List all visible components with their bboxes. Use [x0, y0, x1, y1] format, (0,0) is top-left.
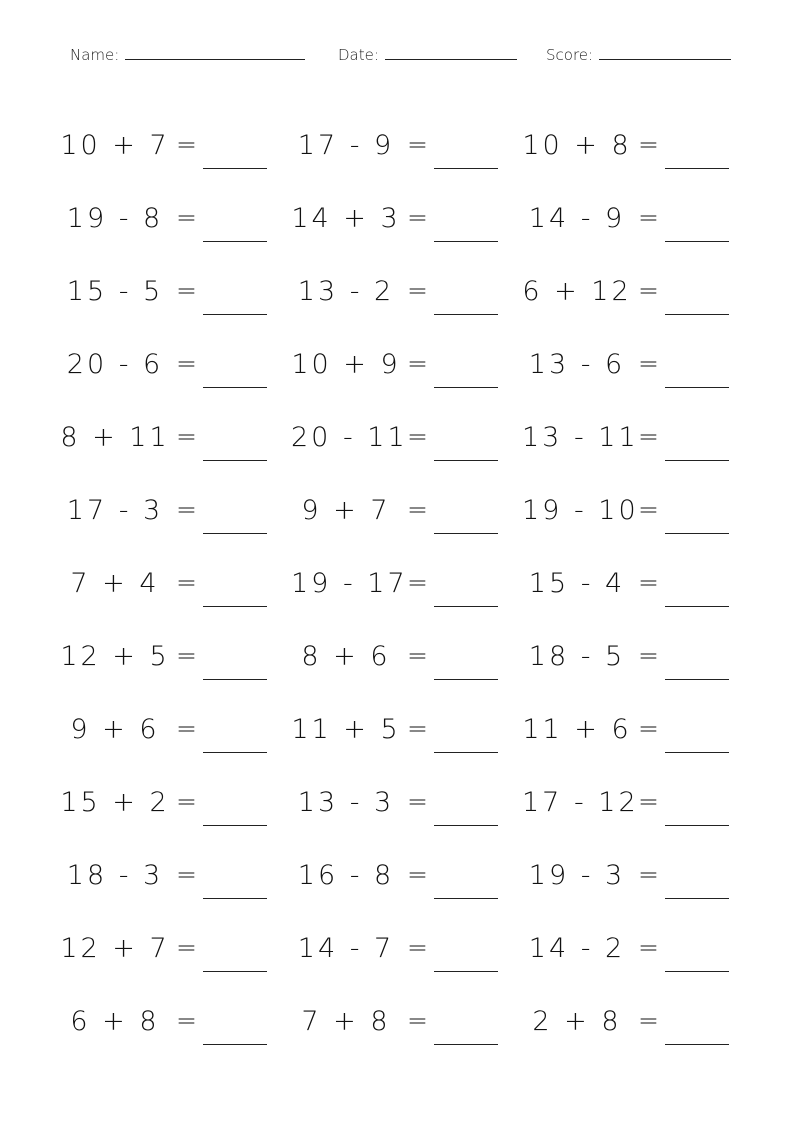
- equals-sign: =: [176, 787, 197, 816]
- problem-expression: 13 - 6: [528, 349, 626, 380]
- problem-row: [60, 260, 750, 333]
- equals-sign: =: [407, 130, 428, 159]
- answer-blank[interactable]: [434, 241, 498, 242]
- equals-sign: =: [638, 1006, 659, 1035]
- answer-blank[interactable]: [665, 1044, 729, 1045]
- problem-expression: 20 - 11: [291, 422, 408, 453]
- date-blank-line[interactable]: [385, 58, 517, 60]
- problem-expression: 18 - 3: [66, 860, 164, 891]
- problem-row: [60, 844, 750, 917]
- problem-expression: 12 + 5: [60, 641, 170, 672]
- problem-expression: 12 + 7: [60, 933, 170, 964]
- problem-expression: 17 - 9: [297, 130, 395, 161]
- answer-blank[interactable]: [203, 387, 267, 388]
- answer-blank[interactable]: [203, 168, 267, 169]
- equals-sign: =: [407, 349, 428, 378]
- answer-blank[interactable]: [203, 241, 267, 242]
- problem-expression: 19 - 8: [66, 203, 164, 234]
- equals-sign: =: [638, 787, 659, 816]
- answer-blank[interactable]: [203, 533, 267, 534]
- problem-expression: 10 + 8: [522, 130, 632, 161]
- equals-sign: =: [638, 641, 659, 670]
- answer-blank[interactable]: [434, 533, 498, 534]
- problem-row: [60, 114, 750, 187]
- answer-blank[interactable]: [434, 752, 498, 753]
- equals-sign: =: [638, 422, 659, 451]
- answer-blank[interactable]: [665, 533, 729, 534]
- equals-sign: =: [638, 860, 659, 889]
- problem-expression: 19 - 10: [522, 495, 639, 526]
- name-blank-line[interactable]: [125, 58, 305, 60]
- problem-expression: 14 - 2: [528, 933, 626, 964]
- equals-sign: =: [638, 568, 659, 597]
- problem-expression: 18 - 5: [528, 641, 626, 672]
- answer-blank[interactable]: [203, 752, 267, 753]
- score-label: Score:: [546, 46, 594, 64]
- equals-sign: =: [407, 276, 428, 305]
- problem-row: [60, 917, 750, 990]
- answer-blank[interactable]: [665, 387, 729, 388]
- answer-blank[interactable]: [665, 606, 729, 607]
- equals-sign: =: [176, 422, 197, 451]
- answer-blank[interactable]: [665, 168, 729, 169]
- problem-expression: 11 + 5: [291, 714, 401, 745]
- equals-sign: =: [407, 860, 428, 889]
- answer-blank[interactable]: [665, 679, 729, 680]
- problem-expression: 10 + 9: [291, 349, 401, 380]
- score-blank-line[interactable]: [599, 58, 731, 60]
- name-field[interactable]: [70, 46, 305, 64]
- equals-sign: =: [638, 714, 659, 743]
- score-field[interactable]: [546, 46, 731, 64]
- problem-expression: 17 - 12: [522, 787, 639, 818]
- equals-sign: =: [407, 495, 428, 524]
- equals-sign: =: [176, 568, 197, 597]
- name-label: Name:: [70, 46, 120, 64]
- answer-blank[interactable]: [203, 898, 267, 899]
- problem-expression: 2 + 8: [532, 1006, 622, 1037]
- answer-blank[interactable]: [203, 825, 267, 826]
- equals-sign: =: [638, 495, 659, 524]
- problem-expression: 10 + 7: [60, 130, 170, 161]
- answer-blank[interactable]: [434, 679, 498, 680]
- problem-row: [60, 479, 750, 552]
- problem-row: [60, 406, 750, 479]
- problem-expression: 19 - 17: [291, 568, 408, 599]
- answer-blank[interactable]: [203, 460, 267, 461]
- equals-sign: =: [638, 933, 659, 962]
- date-field[interactable]: [338, 46, 517, 64]
- problem-expression: 13 - 2: [297, 276, 395, 307]
- problem-expression: 9 + 6: [70, 714, 160, 745]
- equals-sign: =: [176, 276, 197, 305]
- equals-sign: =: [176, 933, 197, 962]
- problem-expression: 13 - 11: [522, 422, 639, 453]
- problem-expression: 6 + 8: [70, 1006, 160, 1037]
- equals-sign: =: [176, 714, 197, 743]
- answer-blank[interactable]: [434, 898, 498, 899]
- equals-sign: =: [638, 349, 659, 378]
- problem-expression: 8 + 6: [301, 641, 391, 672]
- equals-sign: =: [407, 714, 428, 743]
- answer-blank[interactable]: [434, 606, 498, 607]
- answer-blank[interactable]: [434, 825, 498, 826]
- equals-sign: =: [407, 203, 428, 232]
- problem-row: [60, 552, 750, 625]
- equals-sign: =: [176, 130, 197, 159]
- equals-sign: =: [407, 568, 428, 597]
- equals-sign: =: [407, 422, 428, 451]
- problem-expression: 20 - 6: [66, 349, 164, 380]
- answer-blank[interactable]: [434, 460, 498, 461]
- problem-row: [60, 698, 750, 771]
- problem-expression: 14 - 9: [528, 203, 626, 234]
- worksheet-header: [70, 46, 734, 70]
- problem-expression: 15 + 2: [60, 787, 170, 818]
- problem-expression: 7 + 4: [70, 568, 160, 599]
- answer-blank[interactable]: [203, 971, 267, 972]
- equals-sign: =: [176, 860, 197, 889]
- equals-sign: =: [407, 787, 428, 816]
- answer-blank[interactable]: [434, 1044, 498, 1045]
- equals-sign: =: [407, 641, 428, 670]
- problem-expression: 9 + 7: [301, 495, 391, 526]
- equals-sign: =: [176, 1006, 197, 1035]
- problem-expression: 7 + 8: [301, 1006, 391, 1037]
- problem-expression: 19 - 3: [528, 860, 626, 891]
- equals-sign: =: [176, 203, 197, 232]
- answer-blank[interactable]: [665, 314, 729, 315]
- problem-expression: 11 + 6: [522, 714, 632, 745]
- problem-row: [60, 333, 750, 406]
- problem-expression: 16 - 8: [297, 860, 395, 891]
- answer-blank[interactable]: [665, 460, 729, 461]
- equals-sign: =: [407, 1006, 428, 1035]
- equals-sign: =: [638, 203, 659, 232]
- answer-blank[interactable]: [665, 971, 729, 972]
- answer-blank[interactable]: [203, 679, 267, 680]
- problem-row: [60, 771, 750, 844]
- problem-expression: 15 - 4: [528, 568, 626, 599]
- answer-blank[interactable]: [665, 241, 729, 242]
- problem-expression: 14 + 3: [291, 203, 401, 234]
- answer-blank[interactable]: [665, 752, 729, 753]
- answer-blank[interactable]: [434, 971, 498, 972]
- answer-blank[interactable]: [203, 1044, 267, 1045]
- answer-blank[interactable]: [665, 825, 729, 826]
- equals-sign: =: [638, 276, 659, 305]
- problem-expression: 8 + 11: [60, 422, 170, 453]
- equals-sign: =: [638, 130, 659, 159]
- answer-blank[interactable]: [665, 898, 729, 899]
- problem-expression: 14 - 7: [297, 933, 395, 964]
- equals-sign: =: [407, 933, 428, 962]
- equals-sign: =: [176, 349, 197, 378]
- problem-expression: 6 + 12: [522, 276, 632, 307]
- answer-blank[interactable]: [434, 168, 498, 169]
- answer-blank[interactable]: [203, 314, 267, 315]
- answer-blank[interactable]: [434, 314, 498, 315]
- problem-row: [60, 625, 750, 698]
- problem-row: [60, 990, 750, 1063]
- problem-expression: 17 - 3: [66, 495, 164, 526]
- equals-sign: =: [176, 495, 197, 524]
- answer-blank[interactable]: [434, 387, 498, 388]
- equals-sign: =: [176, 641, 197, 670]
- problem-expression: 13 - 3: [297, 787, 395, 818]
- answer-blank[interactable]: [203, 606, 267, 607]
- problem-row: [60, 187, 750, 260]
- problem-expression: 15 - 5: [66, 276, 164, 307]
- date-label: Date:: [338, 46, 379, 64]
